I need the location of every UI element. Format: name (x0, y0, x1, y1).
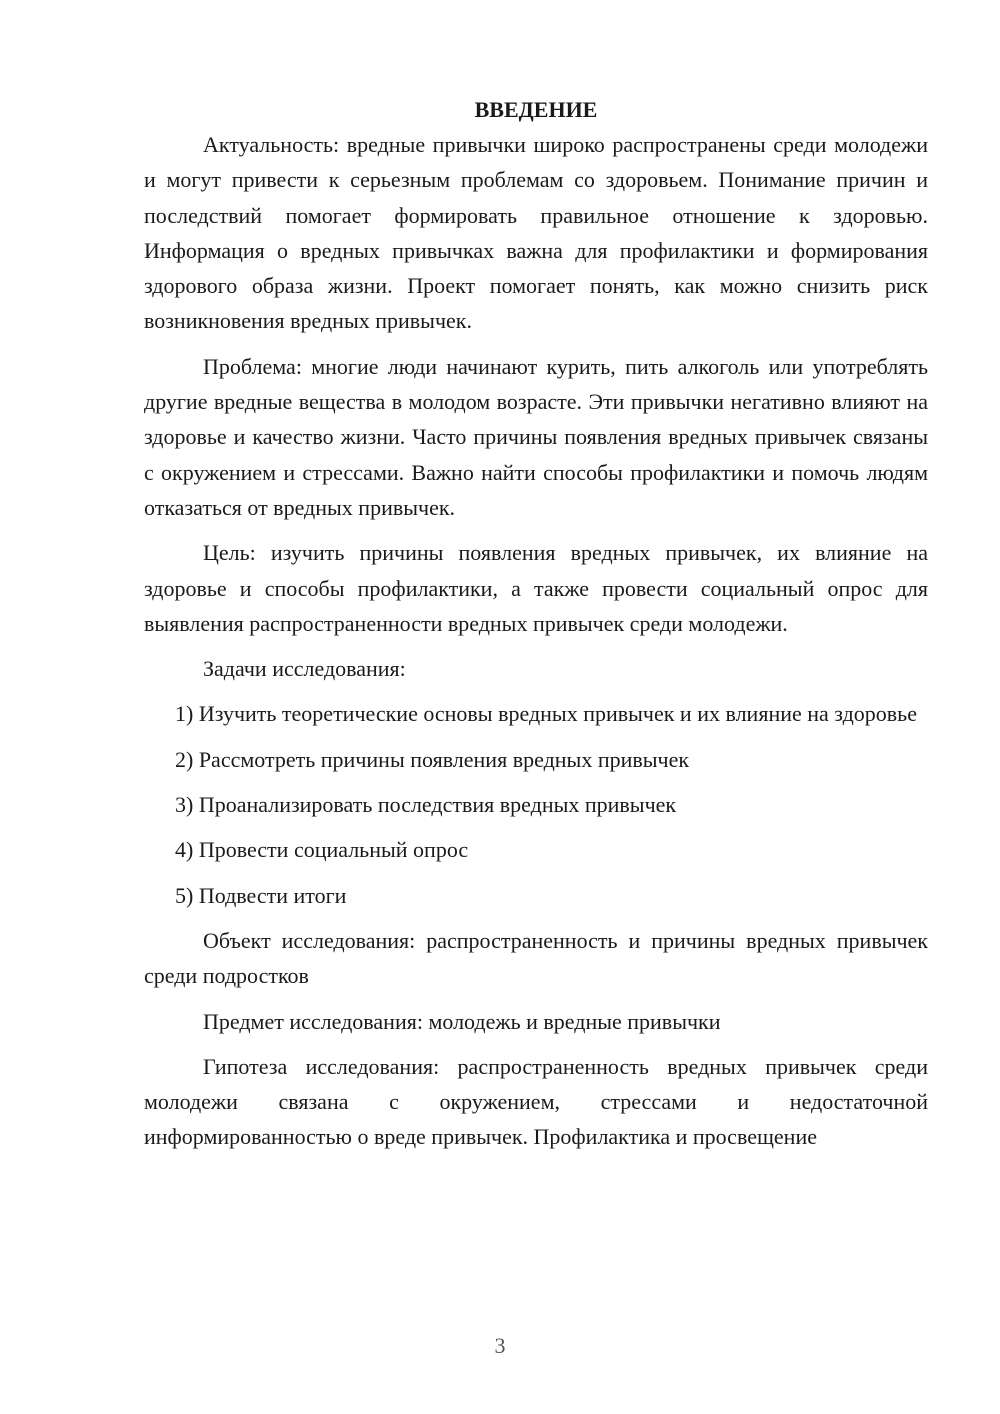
problem-paragraph: Проблема: многие люди начинают курить, пить алкоголь или употреблять другие вредные вещества в молодом возрасте. Эти привычки негативно влияют на здоровье и качество жизни. Часто причины появления вредных привычек связаны с окружением и стрессами. Важно найти способы профилактики и помочь людям отказаться от вредных привычек. (144, 353, 928, 520)
task-item: 1) Изучить теоретические основы вредных привычек и их влияние на здоровье (175, 701, 917, 727)
task-item: 2) Рассмотреть причины появления вредных привычек (175, 746, 690, 772)
tasks-heading: Задачи исследования: (203, 656, 406, 682)
goal-paragraph: Цель: изучить причины появления вредных привычек, их влияние на здоровье и способы профилактики, а также провести социальный опрос для выявления распространенности вредных привычек среди молодежи. (144, 540, 928, 636)
relevance-paragraph: Актуальность: вредные привычки широко распространены среди молодежи и могут привести к серьезным проблемам со здоровьем. Понимание причин и последствий помогает формировать правильное отношение к здоровью. Информация о вредных привычках важна для профилактики и формирования здорового образа жизни. Проект помогает понять, как можно снизить риск возникновения вредных привычек. (144, 132, 928, 334)
object-paragraph: Объект исследования: распространенность и причины вредных привычек среди подростков (144, 927, 928, 989)
task-item: 3) Проанализировать последствия вредных привычек (175, 792, 677, 818)
document-page (144, 92, 928, 1165)
hypothesis-paragraph: Гипотеза исследования: распространенность вредных привычек среди молодежи связана с окружением, стрессами и недостаточной информированностью о вреде привычек. Профилактика и просвещение (144, 1053, 928, 1150)
task-item: 4) Провести социальный опрос (175, 837, 469, 863)
task-item: 5) Подвести итоги (175, 882, 347, 908)
page-number: 3 (494, 1333, 506, 1358)
subject-paragraph: Предмет исследования: молодежь и вредные привычки (203, 1008, 721, 1034)
section-title: ВВЕДЕНИЕ (474, 97, 598, 122)
